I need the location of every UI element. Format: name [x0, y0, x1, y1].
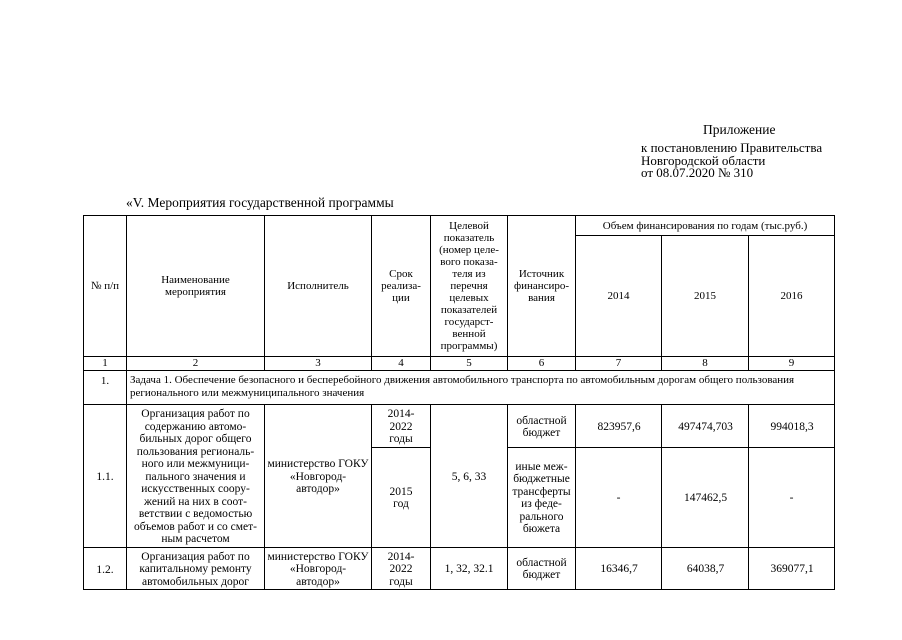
column-number: 6 [508, 357, 576, 371]
header-indicator-text: Целевой показатель (номер целе- вого показа- теля из перечня целевых показателей государст- венной программы) [439, 220, 499, 352]
appendix-lines [641, 142, 822, 180]
row-term [372, 405, 431, 448]
row-indicator: 5, 6, 33 [431, 405, 508, 548]
row-source: областной бюджет [508, 405, 576, 448]
table-row [84, 405, 835, 448]
row-source: областной бюджет [508, 547, 576, 590]
row-term [372, 448, 431, 547]
section-title: «V. Мероприятия государственной программы [126, 195, 394, 210]
row-value-2014: - [576, 448, 662, 547]
row-executor: министерство ГОКУ «Новгород- автодор» [265, 405, 372, 548]
table-header-row [84, 216, 835, 236]
column-number: 2 [127, 357, 265, 371]
program-activities-table [83, 215, 835, 590]
row-name: Организация работ по капитальному ремонту автомобильных дорог [127, 547, 265, 590]
header-year-2016: 2016 [749, 236, 835, 357]
row-term-text: 2014- 2022 годы [387, 550, 415, 588]
appendix-line-3: от 08.07.2020 № 310 [641, 165, 754, 180]
column-number: 3 [265, 357, 372, 371]
task-text: Задача 1. Обеспечение безопасного и бесперебойного движения автомобильного транспорта по автомобильным дорогам общего пользования регионального или межмуниципального значения [127, 371, 835, 405]
row-value-2014: 823957,6 [576, 405, 662, 448]
header-executor: Исполнитель [265, 216, 372, 357]
header-name [127, 216, 265, 357]
row-value-2015: 64038,7 [662, 547, 749, 590]
header-num [84, 216, 127, 357]
column-number: 8 [662, 357, 749, 371]
column-number: 5 [431, 357, 508, 371]
row-executor: министерство ГОКУ «Новгород- автодор» [265, 547, 372, 590]
table-row [84, 547, 835, 590]
appendix-line-2: Новгородской области [641, 152, 766, 168]
row-num: 1.1. [84, 405, 127, 548]
column-number: 4 [372, 357, 431, 371]
row-value-2016: 994018,3 [749, 405, 835, 448]
row-num: 1.2. [84, 547, 127, 590]
row-value-2016: 369077,1 [749, 547, 835, 590]
task-row [84, 371, 835, 405]
column-number: 9 [749, 357, 835, 371]
row-term-text: 2015 год [389, 485, 413, 511]
header-term [372, 216, 431, 357]
row-value-2014: 16346,7 [576, 547, 662, 590]
task-num: 1. [84, 371, 127, 405]
column-number: 7 [576, 357, 662, 371]
row-source: иные меж- бюджетные трансферты из феде- рального бюжета [508, 448, 576, 547]
header-num-text: № п/п [90, 280, 120, 292]
header-year-2014: 2014 [576, 236, 662, 357]
appendix-line-1: к постановлению Правительства [641, 140, 823, 155]
column-number: 1 [84, 357, 127, 371]
row-indicator: 1, 32, 32.1 [431, 547, 508, 590]
header-source [508, 216, 576, 357]
row-value-2015: 497474,703 [662, 405, 749, 448]
header-name-text: Наименование мероприятия [161, 274, 230, 298]
row-term-text: 2014- 2022 годы [387, 408, 415, 446]
header-source-text: Источник финансиро- вания [513, 268, 570, 304]
row-value-2016: - [749, 448, 835, 547]
row-name: Организация работ по содержанию автомо- бильных дорог общего пользования региональ- ного или межмуници- пального значения и искусственных соору- жений на них в соот- ветствии с ведомостью объемов работ и со смет- ным расчетом [127, 405, 265, 548]
appendix-title: Приложение [703, 122, 776, 137]
header-financing: Объем финансирования по годам (тыс.руб.) [576, 216, 835, 236]
row-value-2015: 147462,5 [662, 448, 749, 547]
row-term [372, 547, 431, 590]
header-year-2015: 2015 [662, 236, 749, 357]
column-numbers-row [84, 357, 835, 371]
header-term-text: Срок реализа- ции [381, 268, 421, 304]
header-indicator [431, 216, 508, 357]
